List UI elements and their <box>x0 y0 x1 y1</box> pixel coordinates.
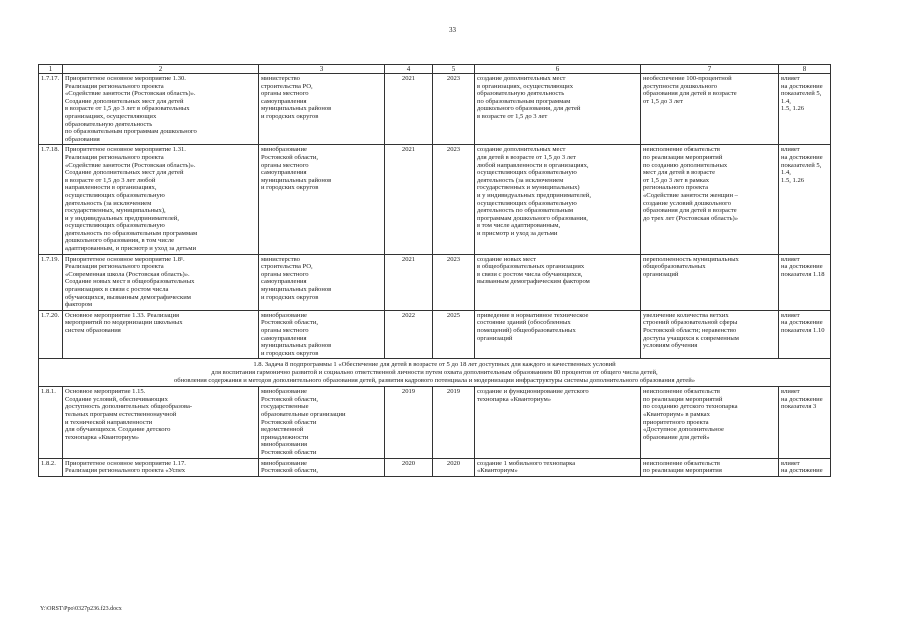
activity-name: Приоритетное основное мероприятие 1.31. Реализация регионального проекта «Содействие занятости (Ростовская область)». Создание дополнительных мест для детей в возрасте от 1,5 до 3 лет любой направленности в организациях, осуществляющих образовательную деятельность (за исключением государственных, муниципальных), и у индивидуальных предпринимателей, осуществляющих образовательную деятельность по образовательным программам дошкольного образования, в том числе адаптированным, и присмотр и уход за детьми <box>63 145 259 254</box>
activity-name: Основное мероприятие 1.33. Реализация мероприятий по модернизации школьных систем образования <box>63 310 259 359</box>
expected-result: создание новых мест в общеобразовательных организациях в связи с ростом числа обучающихся, вызванным демографическим фактором <box>475 254 641 310</box>
section-header-row <box>39 359 831 387</box>
end-year: 2023 <box>433 74 475 145</box>
indicator-link: влияет на достижение показателя 1.18 <box>779 254 831 310</box>
indicator-link: влияет на достижение показателя 1.10 <box>779 310 831 359</box>
non-implementation-consequence: увеличение количества ветхих строений образовательной сферы Ростовской области; неравенство доступа учащихся к современным условиям обучения <box>641 310 779 359</box>
end-year: 2019 <box>433 387 475 458</box>
expected-result: создание 1 мобильного технопарка «Кванториум» <box>475 458 641 476</box>
expected-result: создание дополнительных мест для детей в возрасте от 1,5 до 3 лет любой направленности в организациях, осуществляющих образовательную деятельность (за исключением государственных и муниципальных) и у индивидуальных предпринимателей, осуществляющих образовательную деятельность по образовательным программам дошкольного образования, в том числе адаптированным, и присмотр и уход за детьми <box>475 145 641 254</box>
row-number: 1.7.19. <box>39 254 63 310</box>
table-row <box>39 458 831 476</box>
page-number: 33 <box>449 26 456 34</box>
indicator-link: влияет на достижение показателей 5, 1.4, 1.5, 1.26 <box>779 145 831 254</box>
row-number: 1.7.17. <box>39 74 63 145</box>
row-number: 1.7.18. <box>39 145 63 254</box>
row-number: 1.8.2. <box>39 458 63 476</box>
activity-name: Приоритетное основное мероприятие 1.17. Реализация регионального проекта «Успех <box>63 458 259 476</box>
section-header: 1.8. Задача 8 подпрограммы 1 «Обеспечение для детей в возрасте от 5 до 18 лет доступных для каждого и качественных условий для воспитания гармонично развитой и социально ответственной личности путем охвата дополнительным образованием 80 процентов от общего числа детей, обновления содержания и методов дополнительного образования детей, развития кадрового потенциала и модернизации инфраструктуры системы дополнительного образования детей» <box>39 359 831 387</box>
executor: минобразование Ростовской области, органы местного самоуправления муниципальных районов и городских округов <box>259 145 385 254</box>
start-year: 2021 <box>385 74 433 145</box>
column-number: 4 <box>385 65 433 74</box>
start-year: 2021 <box>385 254 433 310</box>
non-implementation-consequence: неисполнение обязательств по реализации мероприятия <box>641 458 779 476</box>
non-implementation-consequence: переполненность муниципальных общеобразовательных организаций <box>641 254 779 310</box>
footer-file-path: Y:\ORST\Ppo\0327p236.f23.docx <box>40 606 122 612</box>
executor: минобразование Ростовской области, государственные образовательные организации Ростовской области ведомственной принадлежности минобразования Ростовской области <box>259 387 385 458</box>
activity-name: Приоритетное основное мероприятие 1.30. Реализация регионального проекта «Содействие занятости (Ростовская область)». Создание дополнительных мест для детей в возрасте от 1,5 до 3 лет в образовательных организациях, осуществляющих образовательную деятельность по образовательным программам дошкольного образования <box>63 74 259 145</box>
table-row <box>39 145 831 254</box>
table-row <box>39 310 831 359</box>
end-year: 2023 <box>433 145 475 254</box>
executor: министерство строительства РО, органы местного самоуправления муниципальных районов и городских округов <box>259 74 385 145</box>
program-table <box>38 64 831 477</box>
indicator-link: влияет на достижение показателей 5, 1.4, 1.5, 1.26 <box>779 74 831 145</box>
activity-name: Приоритетное основное мероприятие 1.8¹. Реализация регионального проекта «Современная школа (Ростовская область)». Создание новых мест в общеобразовательных организациях в связи с ростом числа обучающихся, вызванным демографическим фактором <box>63 254 259 310</box>
end-year: 2023 <box>433 254 475 310</box>
column-number: 5 <box>433 65 475 74</box>
executor: министерство строительства РО, органы местного самоуправления муниципальных районов и городских округов <box>259 254 385 310</box>
column-number-row <box>39 65 831 74</box>
table-row <box>39 74 831 145</box>
column-number: 7 <box>641 65 779 74</box>
start-year: 2019 <box>385 387 433 458</box>
column-number: 1 <box>39 65 63 74</box>
activity-name: Основное мероприятие 1.15. Создание условий, обеспечивающих доступность дополнительных общеобразова- тельных программ естественнонаучной и технической направленности для обучающихся. Создание детского технопарка «Кванториум» <box>63 387 259 458</box>
table-row <box>39 387 831 458</box>
row-number: 1.7.20. <box>39 310 63 359</box>
indicator-link: влияет на достижение <box>779 458 831 476</box>
non-implementation-consequence: неисполнение обязательств по реализации мероприятий по созданию детского технопарка «Кванториум» в рамках приоритетного проекта «Доступное дополнительное образование для детей» <box>641 387 779 458</box>
start-year: 2022 <box>385 310 433 359</box>
expected-result: приведение в нормативное техническое состояние зданий (обособленных помещений) общеобразовательных организаций <box>475 310 641 359</box>
non-implementation-consequence: необеспечение 100-процентной доступности дошкольного образования для детей в возрасте от 1,5 до 3 лет <box>641 74 779 145</box>
column-number: 2 <box>63 65 259 74</box>
non-implementation-consequence: неисполнение обязательств по реализации мероприятий по созданию дополнительных мест для детей в возрасте от 1,5 до 3 лет в рамках регионального проекта «Содействие занятости женщин – создание условий дошкольного образования для детей в возрасте до трех лет (Ростовская область)» <box>641 145 779 254</box>
start-year: 2020 <box>385 458 433 476</box>
expected-result: создание дополнительных мест в организациях, осуществляющих образовательную деятельность по образовательным программам дошкольного образования, для детей в возрасте от 1,5 до 3 лет <box>475 74 641 145</box>
indicator-link: влияет на достижение показателя 3 <box>779 387 831 458</box>
column-number: 6 <box>475 65 641 74</box>
row-number: 1.8.1. <box>39 387 63 458</box>
table-row <box>39 254 831 310</box>
end-year: 2020 <box>433 458 475 476</box>
executor: минобразование Ростовской области, органы местного самоуправления муниципальных районов и городских округов <box>259 310 385 359</box>
start-year: 2021 <box>385 145 433 254</box>
executor: минобразование Ростовской области, <box>259 458 385 476</box>
column-number: 3 <box>259 65 385 74</box>
column-number: 8 <box>779 65 831 74</box>
expected-result: создание и функционирование детского технопарка «Кванториум» <box>475 387 641 458</box>
end-year: 2025 <box>433 310 475 359</box>
